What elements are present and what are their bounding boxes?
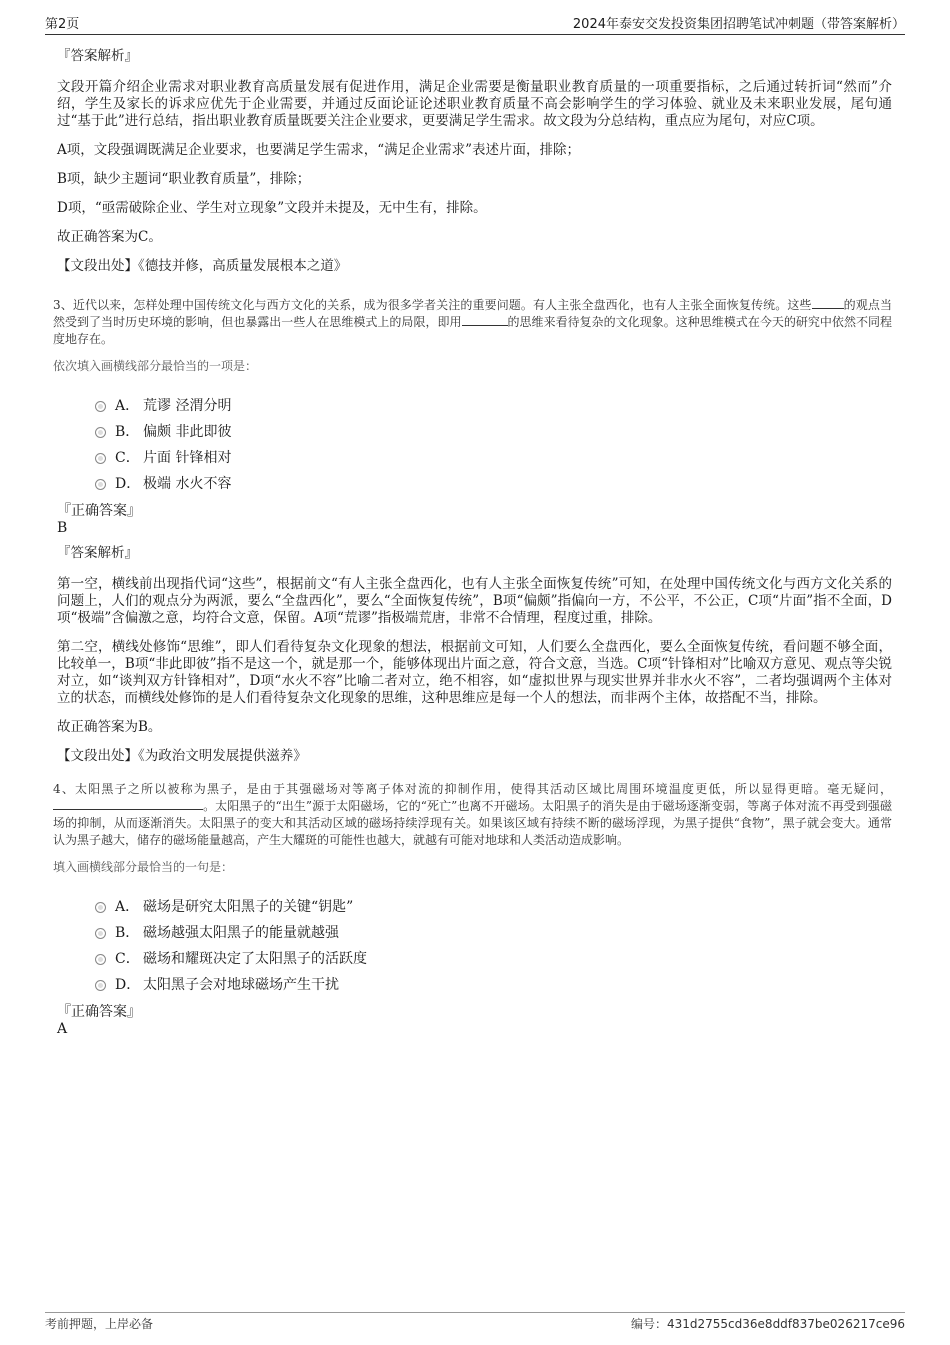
blank-1 (53, 798, 203, 810)
option-a[interactable]: A． 磁场是研究太阳黑子的关键“钥匙” (95, 894, 892, 920)
page-header (45, 10, 905, 35)
analysis-conclusion: 故正确答案为C。 (57, 229, 162, 245)
option-c[interactable]: C． 磁场和耀斑决定了太阳黑子的活跃度 (95, 946, 892, 972)
page-footer (45, 1312, 905, 1332)
analysis-paragraph: 文段开篇介绍企业需求对职业教育高质量发展有促进作用，满足企业需要是衡量职业教育质量的一项重要指标，之后通过转折词“然而”介绍，学生及家长的诉求应优先于企业需要，并通过反面论证论述职业教育质量不高会影响学生的学习体验、就业及未来职业发展，尾句通过“基于此”进行总结，指出职业教育质量既要关注企业要求，更要满足学生需求。故文段为分总结构，重点应为尾句，对应C项。 (57, 79, 892, 129)
analysis-conclusion: 故正确答案为B。 (57, 719, 162, 735)
question-3-options (95, 393, 892, 497)
option-d[interactable]: D． 极端 水火不容 (95, 471, 892, 497)
option-b[interactable]: B． 偏颇 非此即彼 (95, 419, 892, 445)
answer-label: 『正确答案』 (57, 503, 141, 519)
answer-value: B (57, 520, 68, 536)
passage-source: 【文段出处】《德技并修，高质量发展根本之道》 (57, 258, 348, 274)
answer-label: 『正确答案』 (57, 1004, 141, 1020)
analysis-paragraph-1: 第一空，横线前出现指代词“这些”，根据前文“有人主张全盘西化，也有人主张全面恢复传统”可知，在处理中国传统文化与西方文化关系的问题上，人们的观点分为两派，要么“全盘西化”，要么“全面恢复传统”，B项“偏颇”指偏向一方，不公平，不公正，C项“片面”指不全面，D项“极端”含偏激之意，均符合文意，保留。A项“荒谬”指极端荒唐，非常不合情理，程度过重，排除。 (57, 576, 892, 626)
analysis-option-b: B项，缺少主题词“职业教育质量”，排除； (57, 171, 311, 187)
blank-1 (812, 297, 844, 309)
radio-icon[interactable] (95, 453, 106, 464)
footer-slogan: 考前押题，上岸必备 (45, 1317, 154, 1331)
question-3-stem: 3、近代以来，怎样处理中国传统文化与西方文化的关系，成为很多学者关注的重要问题。有人主张全盘西化，也有人主张全面恢复传统。这些 的观点当然受到了当时历史环境的影响，但也暴露出一些人在思维模式上的局限，即用 的思维来看待复杂的文化现象。这种思维模式在今天的研究中依然不同程度地存在。 (53, 298, 892, 346)
question-4-prompt: 填入画横线部分最恰当的一句是： (53, 860, 234, 874)
analysis-option-a: A项，文段强调既满足企业要求，也要满足学生需求，“满足企业需求”表述片面，排除； (57, 142, 581, 158)
analysis-label: 『答案解析』 (57, 545, 138, 561)
question-3-prompt: 依次填入画横线部分最恰当的一项是： (53, 359, 258, 373)
radio-icon[interactable] (95, 401, 106, 412)
analysis-label: 『答案解析』 (57, 48, 138, 64)
document-id: 编号：431d2755cd36e8ddf837be026217ce96 (631, 1317, 905, 1331)
question-4-options (95, 894, 892, 998)
analysis-paragraph-2: 第二空，横线处修饰“思维”，即人们看待复杂文化现象的想法，根据前文可知，人们要么全盘西化，要么全面恢复传统，看问题不够全面，比较单一，B项“非此即彼”指不是这一个，就是那一个，能够体现出片面之意，符合文意，当选。C项“针锋相对”比喻双方意见、观点等尖锐对立，如“谈判双方针锋相对”，D项“水火不容”比喻二者对立，绝不相容，如“虚拟世界与现实世界并非水火不容”，二者均强调两个主体对立的状态，而横线处修饰的是人们看待复杂文化现象的思维，这种思维应是每一个人的想法，而非两个主体，故搭配不当，排除。 (57, 639, 892, 706)
option-b[interactable]: B． 磁场越强太阳黑子的能量就越强 (95, 920, 892, 946)
question-4-stem: 4、太阳黑子之所以被称为黑子，是由于其强磁场对等离子体对流的抑制作用，使得其活动区域比周围环境温度更低，所以显得更暗。毫无疑问，。太阳黑子的“出生”源于太阳磁场，它的“死亡”也离不开磁场。太阳黑子的消失是由于磁场逐渐变弱，等离子体对流不再受到强磁场的抑制，从而逐渐消失。太阳黑子的变大和其活动区域的磁场持续浮现有关。如果该区域有持续不断的磁场浮现，为黑子提供“食物”，黑子就会变大。通常认为黑子越大，储存的磁场能量越高，产生大耀斑的可能性也越大，就越有可能对地球和人类活动造成影响。 (53, 782, 892, 847)
passage-source: 【文段出处】《为政治文明发展提供滋养》 (57, 748, 307, 764)
option-d[interactable]: D． 太阳黑子会对地球磁场产生干扰 (95, 972, 892, 998)
option-c[interactable]: C． 片面 针锋相对 (95, 445, 892, 471)
blank-2 (462, 314, 508, 326)
radio-icon[interactable] (95, 479, 106, 490)
analysis-option-d: D项，“亟需破除企业、学生对立现象”文段并未提及，无中生有，排除。 (57, 200, 487, 216)
radio-icon[interactable] (95, 427, 106, 438)
document-title: 2024年泰安交发投资集团招聘笔试冲刺题（带答案解析） (572, 17, 905, 32)
radio-icon[interactable] (95, 928, 106, 939)
option-a[interactable]: A． 荒谬 泾渭分明 (95, 393, 892, 419)
radio-icon[interactable] (95, 902, 106, 913)
radio-icon[interactable] (95, 980, 106, 991)
main-content (53, 44, 892, 1046)
page-number: 第2页 (45, 17, 80, 32)
radio-icon[interactable] (95, 954, 106, 965)
answer-value: A (57, 1021, 68, 1037)
